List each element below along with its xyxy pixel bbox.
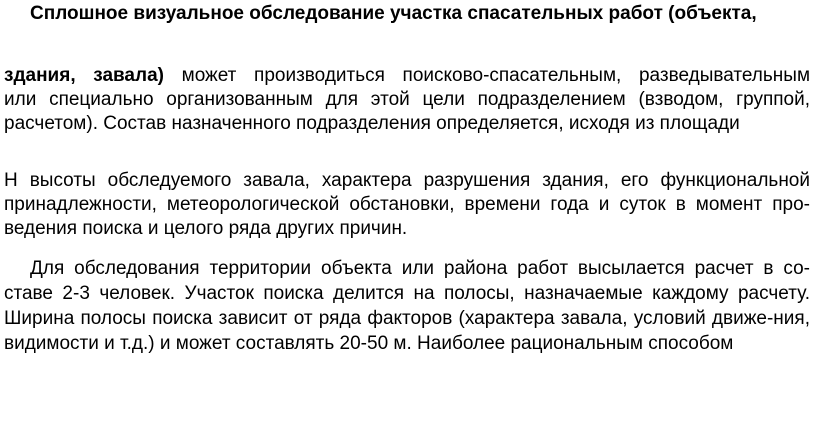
paragraph-3-line-2: ставе 2-3 человек. Участок поиска делится на полосы, назначаемые каждому расчету. [4,283,810,304]
paragraph-3-line-3: Ширина полосы поиска зависит от ряда факторов (характера завала, условий движе-ния, [4,308,810,329]
paragraph-1-line-1 [4,64,810,88]
paragraph-2-line-2: принадлежности, метеорологической обстановки, времени года и суток в момент про- [4,194,810,215]
paragraph-1-line-2: или специально организованным для этой цели подразделением (взводом, группой, [4,89,810,110]
paragraph-3-line-4: видимости и т.д.) и может составлять 20-50 м. Наиболее рациональным способом [4,333,734,354]
paragraph-2-line-1: Н высоты обследуемого завала, характера разрушения здания, его функциональной [4,170,810,191]
paragraph-3-line-1: Для обследования территории объекта или района работ высылается расчет в со- [30,258,810,279]
section-heading: Сплошное визуальное обследование участка спасательных работ (объекта, [30,3,757,24]
bold-lead-text: здания, завала) [4,65,164,86]
paragraph-2-line-3: ведения поиска и целого ряда других причин. [4,218,408,239]
paragraph-1-line-3: расчетом). Состав назначенного подразделения определяется, исходя из площади [4,113,740,134]
paragraph-1-line-1-text: может производиться поисково-спасательным, разведывательным [181,65,811,86]
